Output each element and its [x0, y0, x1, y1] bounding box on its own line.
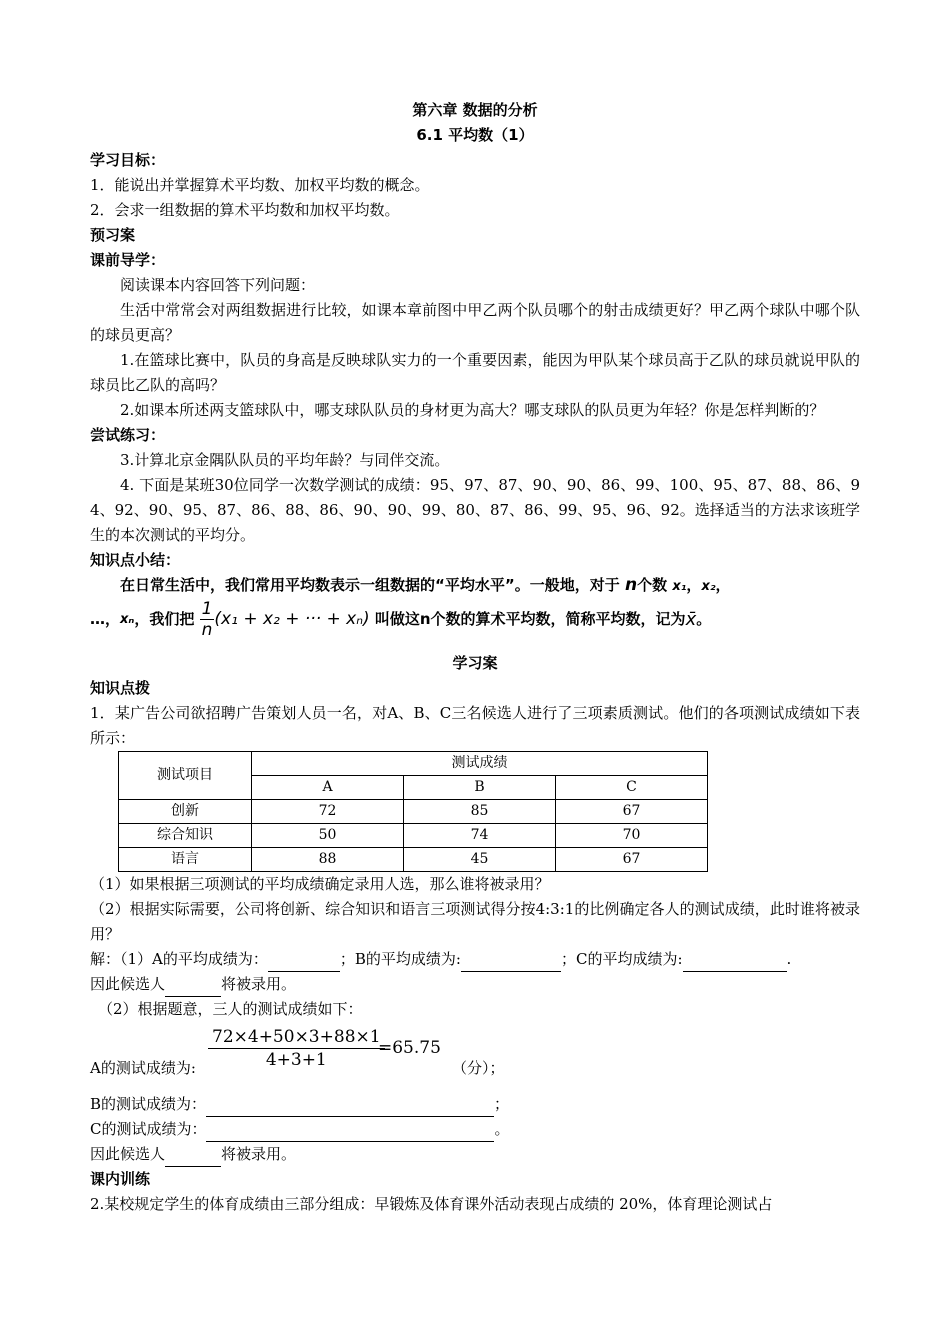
- answer-blank-b-average[interactable]: [461, 953, 561, 972]
- table-cell-value: 70: [556, 824, 708, 848]
- objectives-heading: 学习目标：: [90, 151, 166, 169]
- mean-formula-numerator: 1: [201, 599, 213, 619]
- a-score-unit: （分）；: [452, 1059, 505, 1077]
- a-score-denominator: 4+3+1: [265, 1050, 327, 1070]
- answer-blank-c-score[interactable]: [206, 1123, 494, 1142]
- subquestion-1: （1）如果根据三项测试的平均成绩确定录用人选，那么谁将被录用？: [90, 875, 550, 893]
- mean-formula-denominator: n: [201, 620, 213, 640]
- var-xbar: x̄: [685, 609, 697, 630]
- practice-heading: 尝试练习：: [90, 426, 166, 444]
- summary-count-word: 个数: [637, 576, 668, 594]
- section-title: 6.1 平均数（1）: [416, 126, 534, 144]
- a-score-fraction: [208, 1026, 385, 1071]
- solution-1-conclusion: [90, 972, 860, 997]
- mean-formula-sum: (x₁ + x₂ + ··· + xₙ): [214, 609, 370, 629]
- a-score-numerator: 72×4+50×3+88×1: [208, 1026, 385, 1049]
- summary-comma-1: ，: [686, 576, 702, 594]
- table-cell-item: 创新: [119, 800, 252, 824]
- summary-comma-2: ，: [715, 576, 731, 594]
- table-header-candidate-a: A: [252, 776, 404, 800]
- question-2: 2.如课本所述两支篮球队中，哪支球队队员的身材更为高大？哪支球队的队员更为年轻？你是怎样判断的？: [120, 401, 825, 419]
- table-cell-value: 74: [404, 824, 556, 848]
- scores-table: [118, 751, 708, 872]
- guide-intro: 阅读课本内容回答下列问题：: [120, 276, 316, 294]
- c-score-line: [90, 1117, 860, 1142]
- c-score-label: C的测试成绩为：: [90, 1120, 207, 1138]
- b-score-line: [90, 1092, 860, 1117]
- table-cell-item: 综合知识: [119, 824, 252, 848]
- guide-heading: 课前导学：: [90, 251, 166, 269]
- table-row: [119, 824, 708, 848]
- class-training-heading: 课内训练: [90, 1170, 151, 1188]
- solution-1-c-label: ；C的平均成绩为:: [560, 950, 683, 968]
- var-x2: x₂: [701, 579, 716, 594]
- answer-blank-selected-1[interactable]: [165, 978, 221, 997]
- table-cell-value: 85: [404, 800, 556, 824]
- summary-line-2: [90, 599, 860, 651]
- table-header-scores: 测试成绩: [252, 752, 708, 776]
- summary-ellipsis: …，: [90, 610, 121, 628]
- preview-heading: 预习案: [90, 226, 136, 244]
- table-cell-value: 72: [252, 800, 404, 824]
- table-header-candidate-c: C: [556, 776, 708, 800]
- summary-text-1: 在日常生活中，我们常用平均数表示一组数据的“平均水平”。一般地，对于: [120, 576, 620, 594]
- question-3: 3.计算北京金隅队队员的平均年龄？与同伴交流。: [120, 451, 450, 469]
- problem-2: 2.某校规定学生的体育成绩由三部分组成：早锻炼及体育课外活动表现占成绩的 20%，体育理论测试占: [90, 1195, 773, 1213]
- subquestion-2: （2）根据实际需要，公司将创新、综合知识和语言三项测试得分按4:3:1的比例确定各人的测试成绩，此时谁将被录用？: [90, 900, 860, 943]
- summary-line-1: [90, 573, 860, 599]
- solution-2-intro: （2）根据题意，三人的测试成绩如下：: [98, 1000, 363, 1018]
- a-score-formula: [90, 1022, 860, 1084]
- solution-1-line: [90, 947, 860, 972]
- solution-1-a-label: 解：（1）A的平均成绩为：: [90, 950, 268, 968]
- summary-definition: 叫做这n个数的算术平均数，简称平均数，记为: [374, 610, 686, 628]
- knowledge-heading: 知识点拨: [90, 679, 151, 697]
- b-score-label: B的测试成绩为：: [90, 1095, 207, 1113]
- answer-blank-selected-2[interactable]: [165, 1148, 221, 1167]
- answer-blank-c-average[interactable]: [683, 953, 787, 972]
- solution-1-end: .: [786, 950, 792, 968]
- problem-1: 1．某广告公司欲招聘广告策划人员一名，对A、B、C三名候选人进行了三项素质测试。他们的各项测试成绩如下表所示：: [90, 704, 860, 747]
- table-row: [119, 800, 708, 824]
- table-cell-item: 语言: [119, 848, 252, 872]
- var-n: n: [624, 575, 638, 595]
- solution-1-b-label: ；B的平均成绩为:: [339, 950, 461, 968]
- answer-blank-a-average[interactable]: [268, 953, 340, 972]
- table-cell-value: 50: [252, 824, 404, 848]
- table-row: [119, 848, 708, 872]
- conclusion-text: 将被录用。: [221, 975, 297, 993]
- table-cell-value: 67: [556, 800, 708, 824]
- table-cell-value: 67: [556, 848, 708, 872]
- answer-blank-b-score[interactable]: [206, 1098, 494, 1117]
- conclusion-text: 将被录用。: [221, 1145, 297, 1163]
- summary-period: 。: [696, 610, 712, 628]
- a-score-result: =65.75: [378, 1038, 441, 1058]
- objective-item-2: 2．会求一组数据的算术平均数和加权平均数。: [90, 201, 400, 219]
- table-cell-value: 45: [404, 848, 556, 872]
- var-x1: x₁: [672, 579, 687, 594]
- c-score-end: 。: [494, 1120, 510, 1138]
- table-header-item: 测试项目: [119, 752, 252, 800]
- var-xn: xₙ: [120, 612, 135, 627]
- guide-paragraph: 生活中常常会对两组数据进行比较，如课本章前图中甲乙两个队员哪个的射击成绩更好？甲乙两个球队中哪个队的球员更高？: [90, 301, 860, 344]
- objective-item-1: 1．能说出并掌握算术平均数、加权平均数的概念。: [90, 176, 430, 194]
- table-cell-value: 88: [252, 848, 404, 872]
- table-header-candidate-b: B: [404, 776, 556, 800]
- document-content: [90, 98, 860, 1217]
- mean-formula-fraction: [200, 599, 215, 640]
- summary-we: ，我们把: [134, 610, 195, 628]
- conclusion-text: 因此候选人: [90, 1145, 166, 1163]
- question-4: 4. 下面是某班30位同学一次数学测试的成绩：95、97、87、90、90、86、99、100、95、87、88、86、94、92、90、95、87、86、88、86、90、90、99、80、87、86、99、95、96、92。选择适当的方法求该班学生的本次测试的平均分。: [90, 476, 860, 544]
- study-heading: 学习案: [452, 654, 498, 672]
- chapter-title: 第六章 数据的分析: [412, 101, 538, 119]
- b-score-end: ；: [494, 1095, 510, 1113]
- solution-2-conclusion: [90, 1142, 860, 1167]
- summary-heading: 知识点小结：: [90, 551, 181, 569]
- question-1: 1.在篮球比赛中，队员的身高是反映球队实力的一个重要因素，能因为甲队某个球员高于乙队的球员就说甲队的球员比乙队的高吗？: [90, 351, 860, 394]
- a-score-label: A的测试成绩为:: [90, 1059, 196, 1077]
- conclusion-text: 因此候选人: [90, 975, 166, 993]
